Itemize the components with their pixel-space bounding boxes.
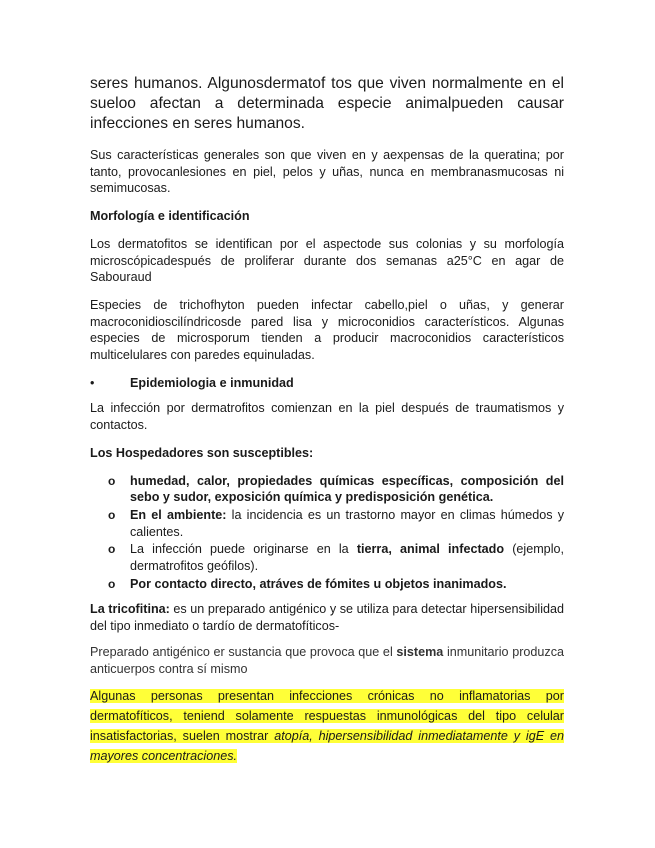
- epidemiology-heading-text: Epidemiologia e inmunidad: [130, 375, 294, 390]
- tricofitina-paragraph: [90, 601, 564, 634]
- characteristics-paragraph: Sus características generales son que viven en y aexpensas de la queratina; por tanto, provocanlesiones en piel, pelos y uñas, nunca en membranasmucosas ni semimucosas.: [90, 148, 564, 196]
- tricofitina-label: La tricofitina:: [90, 602, 170, 617]
- list-item: [90, 473, 564, 506]
- list-item: [90, 507, 564, 540]
- hosts-heading: Los Hospedadores son susceptibles:: [90, 445, 314, 460]
- morphology-paragraph-1: Los dermatofitos se identifican por el aspectode sus colonias y su morfología microscópicadespués de proliferar durante dos semanas a25°C en agar de Sabouraud: [90, 236, 564, 285]
- preparado-text-b: inmunitario produzca anticuerpos contra sí mismo: [90, 644, 564, 676]
- highlighted-italic-text: atopía, hipersensibilidad inmediatamente y igE en mayores concentraciones.: [90, 729, 564, 764]
- list-marker: o: [108, 576, 116, 591]
- epidemiology-heading: [90, 375, 564, 392]
- highlighted-text: Algunas personas presentan infecciones crónicas no inflamatorias por dermatofíticos, teniend solamente respuestas inmunológicas del tipo celular insatisfactorias, suelen mostrar: [90, 689, 564, 744]
- morphology-paragraph-2: Especies de trichofhyton pueden infectar cabello,piel o uñas, y generar macroconidioscilíndricosde pared lisa y microconidios característicos. Algunas especies de microsporum tienden a producir macroconidios característicos multicelulares con paredes equinuladas.: [90, 297, 564, 363]
- hosts-list: [90, 473, 564, 593]
- hosts-item-2-text: la incidencia es un trastorno mayor en climas húmedos y calientes.: [130, 507, 565, 539]
- list-item: [90, 541, 564, 574]
- hosts-item-3-text-a: La infección puede originarse en la: [130, 542, 357, 557]
- preparado-text-a: Preparado antigénico er sustancia que provoca que el: [90, 644, 397, 659]
- intro-paragraph: seres humanos. Algunosdermatof tos que viven normalmente en el sueloo afectan a determinada especie animalpueden causar infecciones en seres humanos.: [90, 75, 564, 132]
- epidemiology-paragraph: La infección por dermatrofitos comienzan en la piel después de traumatismos y contactos.: [90, 401, 564, 433]
- list-marker: o: [108, 507, 116, 522]
- hosts-item-3-text-b: (ejemplo, dermatrofitos geófilos).: [130, 542, 564, 574]
- bullet-marker: •: [90, 375, 95, 390]
- list-marker: o: [108, 542, 116, 557]
- highlighted-paragraph: [90, 686, 564, 766]
- preparado-paragraph: [90, 644, 564, 677]
- hosts-item-1-text: humedad, calor, propiedades químicas específicas, composición del sebo y sudor, exposición química y predisposición genética.: [130, 473, 564, 505]
- hosts-item-4-text: Por contacto directo, atráves de fómites u objetos inanimados.: [130, 576, 507, 591]
- document-content: [90, 74, 564, 766]
- hosts-item-2-bold: En el ambiente:: [130, 507, 227, 522]
- hosts-item-3-bold: tierra, animal infectado: [356, 542, 505, 557]
- list-item: [90, 576, 564, 593]
- morphology-heading: Morfología e identificación: [90, 209, 250, 224]
- preparado-bold: sistema: [396, 644, 444, 659]
- list-marker: o: [108, 473, 116, 488]
- tricofitina-text: es un preparado antigénico y se utiliza para detectar hipersensibilidad del tipo inmediato o tardío de dermatofíticos-: [90, 602, 565, 634]
